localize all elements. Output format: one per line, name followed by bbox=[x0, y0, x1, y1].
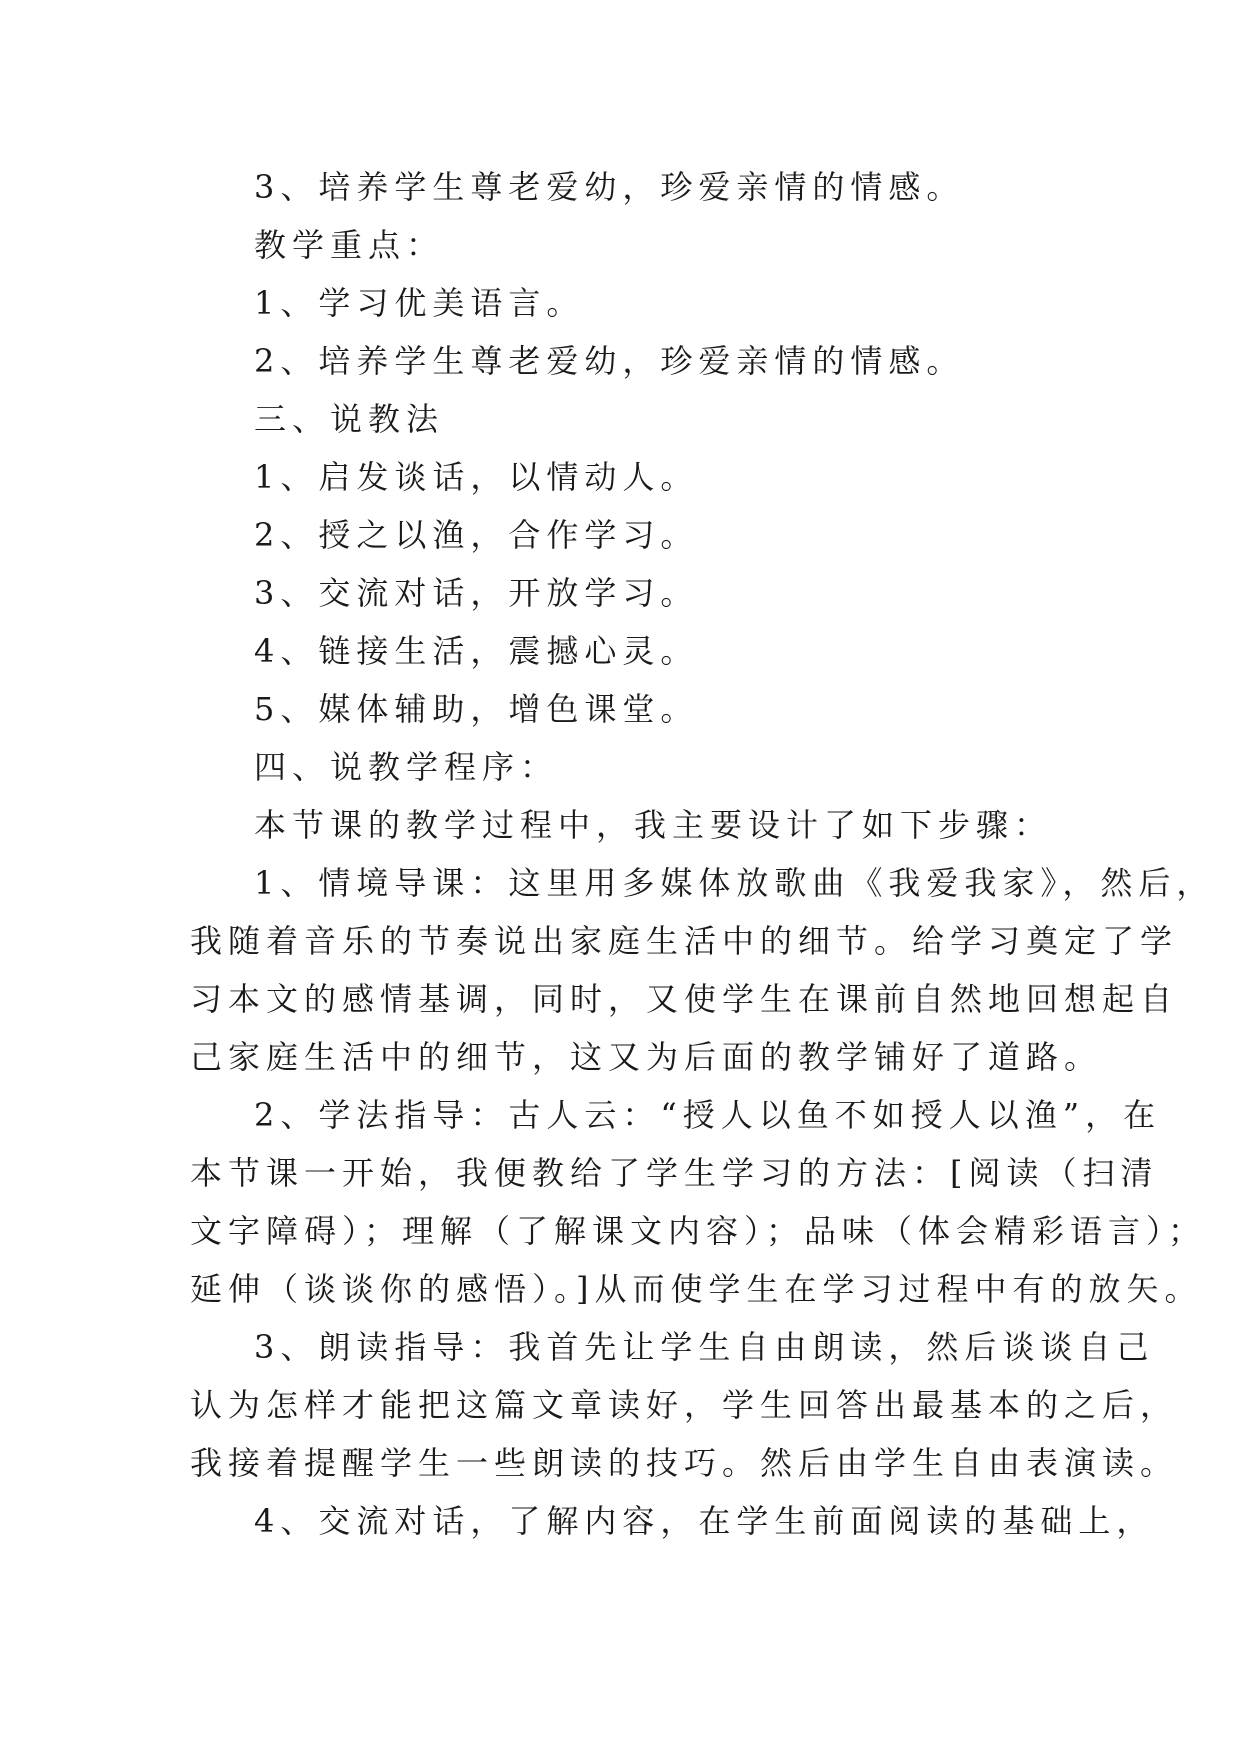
focus-item-1: 1、学习优美语言。 bbox=[254, 284, 585, 322]
method-item-4: 4、链接生活，震撼心灵。 bbox=[254, 632, 699, 670]
objective-3: 3、培养学生尊老爱幼，珍爱亲情的情感。 bbox=[254, 168, 965, 206]
method-item-1: 1、启发谈话，以情动人。 bbox=[254, 458, 699, 496]
paragraph-line: 2、学法指导：古人云：“授人以鱼不如授人以渔”，在 bbox=[254, 1096, 1162, 1134]
method-item-2: 2、授之以渔，合作学习。 bbox=[254, 516, 699, 554]
paragraph-line: 认为怎样才能把这篇文章读好，学生回答出最基本的之后， bbox=[190, 1386, 1179, 1424]
procedure-step-3 bbox=[190, 1318, 1179, 1492]
document-body bbox=[190, 158, 1215, 1550]
teaching-focus-heading: 教学重点： bbox=[254, 226, 445, 264]
paragraph-line: 4、交流对话，了解内容，在学生前面阅读的基础上， bbox=[254, 1502, 1155, 1540]
paragraph-line: 本节课一开始，我便教给了学生学习的方法：[阅读（扫清 bbox=[190, 1154, 1159, 1192]
paragraph-line: 习本文的感情基调，同时，又使学生在课前自然地回想起自 bbox=[190, 980, 1179, 1018]
paragraph-line: 延伸（谈谈你的感悟）。]从而使学生在学习过程中有的放矢。 bbox=[190, 1270, 1203, 1308]
teaching-procedure-heading: 四、说教学程序： bbox=[254, 748, 559, 786]
method-item-3: 3、交流对话，开放学习。 bbox=[254, 574, 699, 612]
paragraph-line: 文字障碍）；理解（了解课文内容）；品味（体会精彩语言）； bbox=[190, 1212, 1207, 1250]
procedure-step-2 bbox=[190, 1086, 1207, 1318]
method-item-5: 5、媒体辅助，增色课堂。 bbox=[254, 690, 699, 728]
procedure-intro: 本节课的教学过程中，我主要设计了如下步骤： bbox=[254, 806, 1053, 844]
paragraph-line: 我随着音乐的节奏说出家庭生活中的细节。给学习奠定了学 bbox=[190, 922, 1179, 960]
procedure-step-4 bbox=[190, 1492, 1155, 1550]
procedure-step-1 bbox=[190, 854, 1215, 1086]
teaching-method-heading: 三、说教法 bbox=[254, 400, 445, 438]
paragraph-line: 1、情境导课：这里用多媒体放歌曲《我爱我家》，然后， bbox=[254, 864, 1215, 902]
paragraph-line: 我接着提醒学生一些朗读的技巧。然后由学生自由表演读。 bbox=[190, 1444, 1179, 1482]
focus-item-2: 2、培养学生尊老爱幼，珍爱亲情的情感。 bbox=[254, 342, 965, 380]
paragraph-line: 3、朗读指导：我首先让学生自由朗读，然后谈谈自己 bbox=[254, 1328, 1155, 1366]
paragraph-line: 己家庭生活中的细节，这又为后面的教学铺好了道路。 bbox=[190, 1038, 1103, 1076]
